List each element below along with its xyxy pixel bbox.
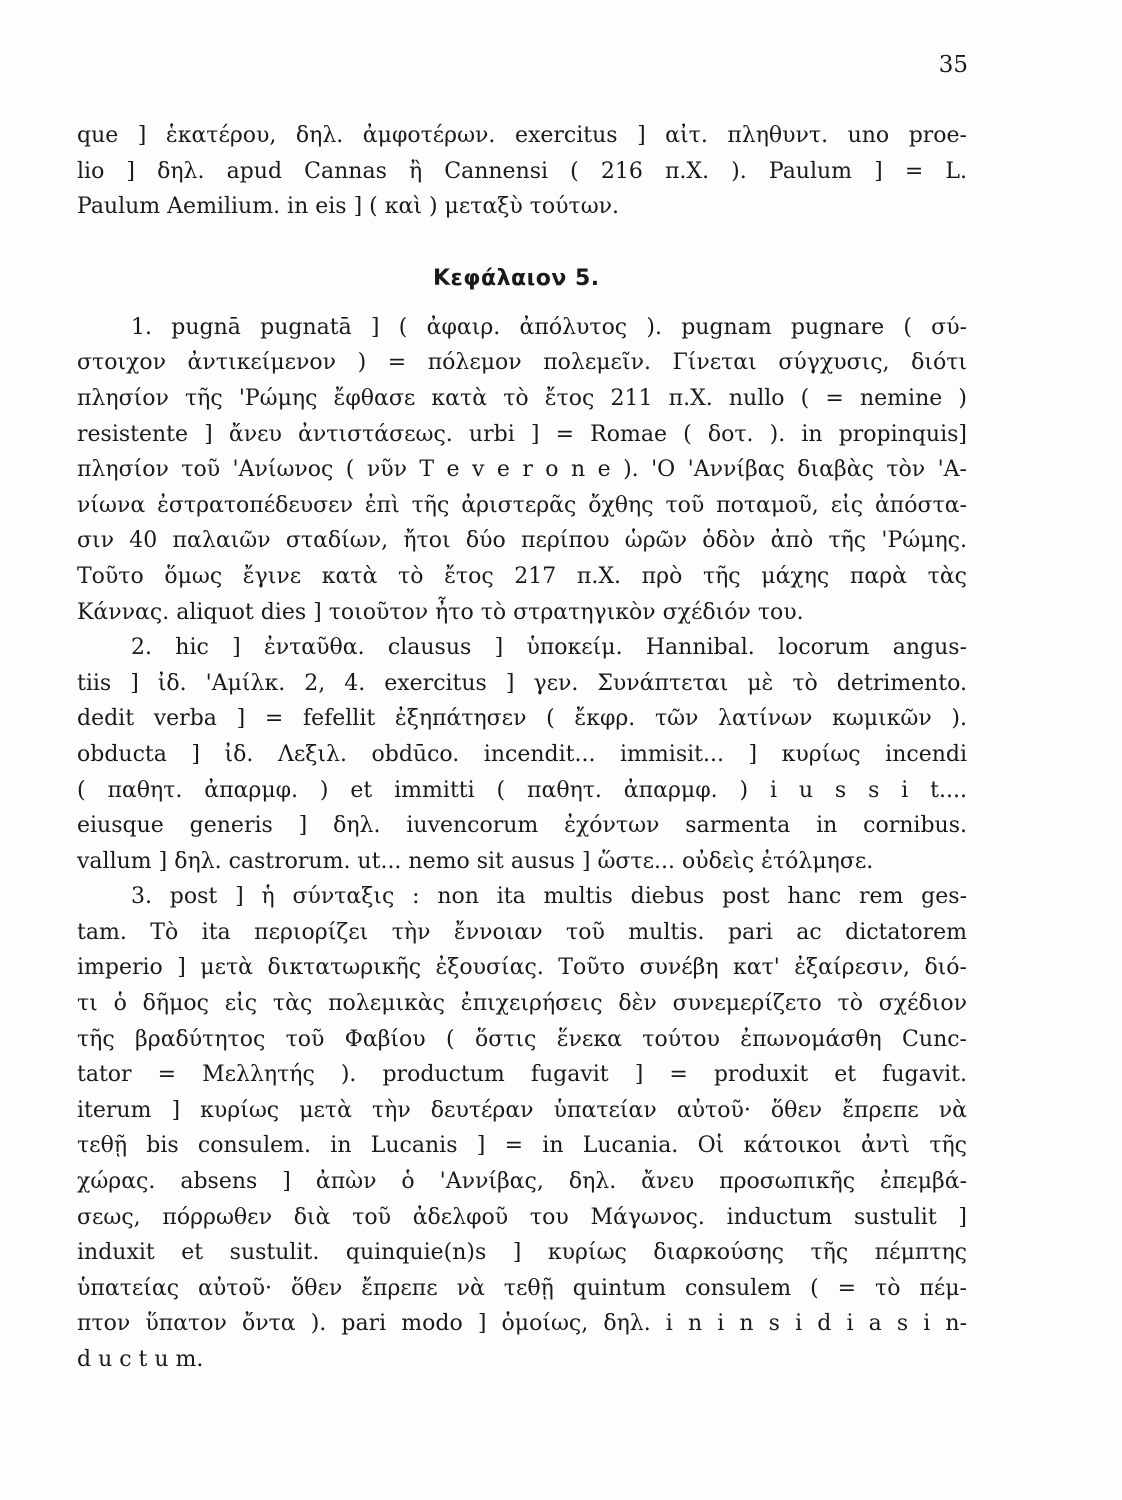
text-line: ὑπατείας αὐτοῦ· ὅθεν ἔπρεπε νὰ τεθῇ quintum consulem ( = τὸ πέμ- (77, 1275, 967, 1301)
text-line: d u c t u m. (77, 1347, 204, 1372)
text-line: Paulum Aemilium. in eis ] ( καὶ ) μεταξὺ τούτων. (77, 194, 620, 220)
text-line: induxit et sustulit. quinquie(n)s ] κυρίως διαρκούσης τῆς πέμπτης (77, 1240, 967, 1266)
text-line: 1. pugnā pugnatā ] ( ἀφαιρ. ἀπόλυτος ). pugnam pugnare ( σύ- (131, 314, 967, 340)
text-line: tator = Μελλητής ). productum fugavit ] = produxit et fugavit. (77, 1062, 967, 1088)
spacer (77, 225, 967, 261)
text-line: tiis ] ἰδ. 'Αμίλκ. 2, 4. exercitus ] γεν. Συνάπτεται μὲ τὸ detrimento. (77, 670, 967, 696)
text-line: eiusque generis ] δηλ. iuvencorum ἐχόντων sarmenta in cornibus. (77, 813, 967, 839)
text-line: Τοῦτο ὅμως ἔγινε κατὰ τὸ ἔτος 217 π.Χ. πρὸ τῆς μάχης παρὰ τὰς (77, 563, 967, 589)
text-line: πλησίον τοῦ 'Ανίωνος ( νῦν T e v e r o n e ). 'Ο 'Αννίβας διαβὰς τὸν 'Α- (77, 457, 967, 483)
text-line: σιν 40 παλαιῶν σταδίων, ἤτοι δύο περίπου ὡρῶν ὁδὸν ἀπὸ τῆς 'Ρώμης. (77, 528, 967, 554)
spacer (77, 296, 967, 310)
text-line: τεθῇ bis consulem. in Lucanis ] = in Lucania. Οἱ κάτοικοι ἀντὶ τῆς (77, 1133, 967, 1159)
paragraph-3 (77, 879, 967, 1377)
text-line: τῆς βραδύτητος τοῦ Φαβίου ( ὅστις ἕνεκα τούτου ἐπωνομάσθη Cunc- (77, 1026, 967, 1052)
chapter-heading: Κεφάλαιον 5. (433, 265, 600, 291)
text-line: 3. post ] ἡ σύνταξις : non ita multis diebus post hanc rem ges- (131, 884, 967, 910)
text-line: Κάννας. aliquot dies ] τοιοῦτον ἦτο τὸ στρατηγικὸν σχέδιόν του. (77, 599, 804, 625)
paragraph-2 (77, 630, 967, 879)
text-line: imperio ] μετὰ δικτατωρικῆς ἐξουσίας. Τοῦτο συνέβη κατ' ἐξαίρεσιν, διό- (77, 955, 967, 981)
text-line: tam. Τὸ ita περιορίζει τὴν ἔννοιαν τοῦ multis. pari ac dictatorem (77, 919, 967, 945)
text-line: σεως, πόρρωθεν διὰ τοῦ ἀδελφοῦ του Μάγωνος. inductum sustulit ] (77, 1204, 967, 1230)
text-line: τι ὁ δῆμος εἰς τὰς πολεμικὰς ἐπιχειρήσεις δὲν συνεμερίζετο τὸ σχέδιον (77, 991, 967, 1017)
text-line: πτον ὕπατον ὄντα ). pari modo ] ὁμοίως, δηλ. i n i n s i d i a s i n- (77, 1311, 967, 1337)
text-line: χώρας. absens ] ἀπὼν ὁ 'Αννίβας, δηλ. ἄνευ προσωπικῆς ἐπεμβά- (77, 1169, 967, 1195)
text-line: ( παθητ. ἀπαρμφ. ) et immitti ( παθητ. ἀπαρμφ. ) i u s s i t.... (77, 777, 967, 803)
text-line: στοιχον ἀντικείμενον ) = πόλεμον πολεμεῖν. Γίνεται σύγχυσις, διότι (77, 350, 967, 376)
text-line: vallum ] δηλ. castrorum. ut... nemo sit ausus ] ὥστε... οὐδεὶς ἐτόλμησε. (77, 848, 874, 874)
text-line: πλησίον τῆς 'Ρώμης ἔφθασε κατὰ τὸ ἔτος 211 π.Χ. nullo ( = nemine ) (77, 385, 967, 411)
text-line: dedit verba ] = fefellit ἐξηπάτησεν ( ἔκφρ. τῶν λατίνων κωμικῶν ). (77, 706, 967, 732)
text-line: lio ] δηλ. apud Cannas ἢ Cannensi ( 216 π.Χ. ). Paulum ] = L. (77, 158, 967, 184)
paragraph-intro (77, 118, 967, 225)
page-number: 35 (938, 52, 968, 78)
text-line: resistente ] ἄνευ ἀντιστάσεως. urbi ] = Romae ( δοτ. ). in propinquis] (77, 421, 967, 447)
text-line: obducta ] ἰδ. Λεξιλ. obdūco. incendit... immisit... ] κυρίως incendi (77, 741, 967, 767)
text-line: νίωνα ἐστρατοπέδευσεν ἐπὶ τῆς ἀριστερᾶς ὄχθης τοῦ ποταμοῦ, εἰς ἀπόστα- (77, 492, 967, 518)
paragraph-1 (77, 310, 967, 630)
text-line: que ] ἑκατέρου, δηλ. ἀμφοτέρων. exercitus ] αἰτ. πληθυντ. uno proe- (77, 123, 967, 148)
text-line: 2. hic ] ἐνταῦθα. clausus ] ὑποκείμ. Hannibal. locorum angus- (131, 635, 967, 661)
text-line: iterum ] κυρίως μετὰ τὴν δευτέραν ὑπατείαν αὐτοῦ· ὅθεν ἔπρεπε νὰ (77, 1097, 967, 1123)
text-block (77, 118, 967, 1378)
